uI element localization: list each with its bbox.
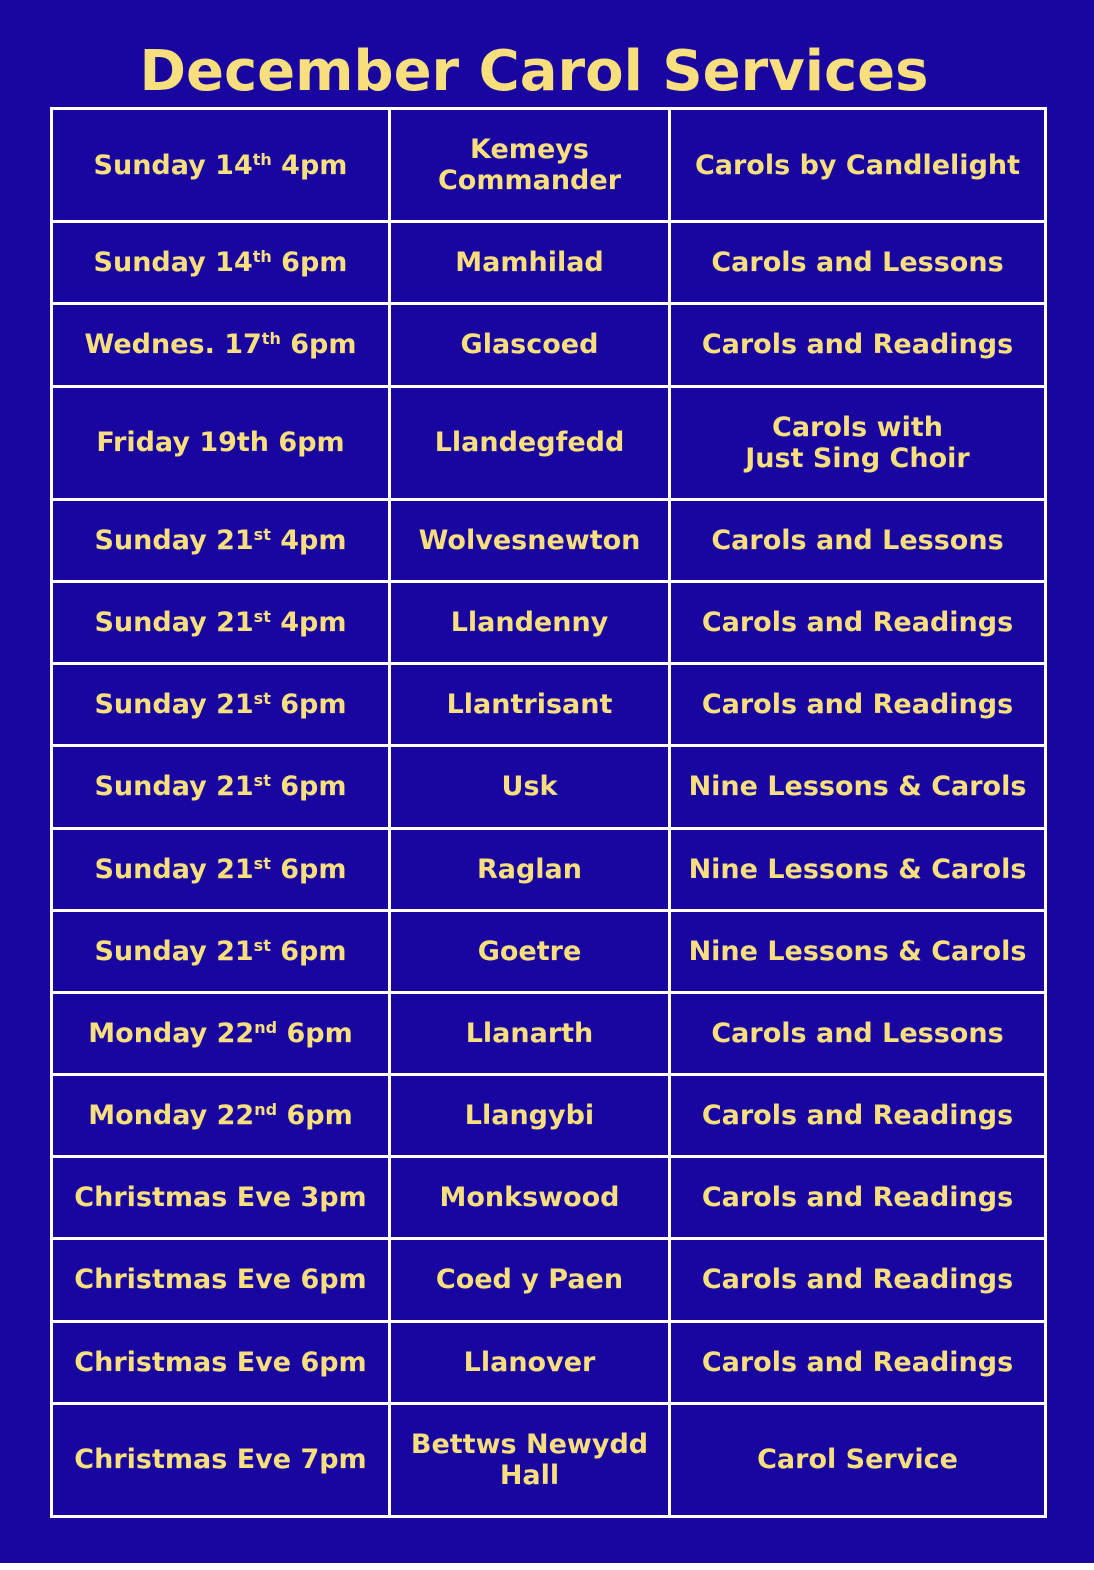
date-text: Sunday 21 bbox=[94, 689, 254, 721]
service-type-cell: Carols and Readings bbox=[670, 581, 1046, 663]
date-suffix: nd bbox=[254, 1017, 278, 1037]
table-row bbox=[52, 664, 1046, 746]
date-text: Christmas Eve 6pm bbox=[74, 1264, 367, 1296]
service-type-cell: Carols with Just Sing Choir bbox=[670, 386, 1046, 499]
table-row bbox=[52, 746, 1046, 828]
date-suffix: nd bbox=[254, 1100, 278, 1120]
date-text: Sunday 21 bbox=[94, 935, 254, 967]
table-row bbox=[52, 1157, 1046, 1239]
date-suffix: th bbox=[252, 247, 272, 267]
date-text: Sunday 21 bbox=[94, 524, 254, 556]
service-type-cell: Carols by Candlelight bbox=[670, 109, 1046, 222]
table-row bbox=[52, 828, 1046, 910]
services-table-body bbox=[52, 109, 1046, 1517]
location-cell: Llandegfedd bbox=[390, 386, 670, 499]
location-cell: Kemeys Commander bbox=[390, 109, 670, 222]
date-suffix: st bbox=[253, 607, 271, 627]
location-cell: Raglan bbox=[390, 828, 670, 910]
date-text: Sunday 21 bbox=[94, 853, 254, 885]
table-row bbox=[52, 499, 1046, 581]
date-time-cell bbox=[52, 1239, 390, 1321]
table-row bbox=[52, 581, 1046, 663]
time-text: 6pm bbox=[271, 247, 348, 279]
service-type-cell: Nine Lessons & Carols bbox=[670, 746, 1046, 828]
service-type-cell: Carols and Lessons bbox=[670, 499, 1046, 581]
carol-services-table bbox=[50, 107, 1047, 1518]
location-cell: Llantrisant bbox=[390, 664, 670, 746]
date-text: Christmas Eve 7pm bbox=[74, 1444, 367, 1476]
date-time-cell bbox=[52, 1157, 390, 1239]
date-time-cell bbox=[52, 828, 390, 910]
location-cell: Monkswood bbox=[390, 1157, 670, 1239]
date-text: Sunday 14 bbox=[93, 149, 253, 181]
date-text: Friday 19th 6pm bbox=[96, 427, 345, 459]
table-row bbox=[52, 992, 1046, 1074]
page-title: December Carol Services bbox=[139, 39, 929, 104]
service-type-cell: Carol Service bbox=[670, 1403, 1046, 1516]
table-row bbox=[52, 109, 1046, 222]
date-time-cell bbox=[52, 222, 390, 304]
location-cell: Glascoed bbox=[390, 304, 670, 386]
date-time-cell bbox=[52, 1403, 390, 1516]
location-cell: Usk bbox=[390, 746, 670, 828]
table-row bbox=[52, 1321, 1046, 1403]
service-type-cell: Carols and Readings bbox=[670, 1157, 1046, 1239]
date-suffix: st bbox=[253, 524, 271, 544]
location-cell: Coed y Paen bbox=[390, 1239, 670, 1321]
location-cell: Llanarth bbox=[390, 992, 670, 1074]
bottom-border-strip bbox=[0, 1563, 1094, 1570]
service-type-cell: Carols and Readings bbox=[670, 1321, 1046, 1403]
time-text: 6pm bbox=[270, 689, 347, 721]
date-time-cell bbox=[52, 499, 390, 581]
time-text: 6pm bbox=[277, 1100, 353, 1132]
service-type-cell: Carols and Readings bbox=[670, 1239, 1046, 1321]
date-text: Monday 22 bbox=[88, 1100, 255, 1132]
date-text: Christmas Eve 6pm bbox=[74, 1346, 367, 1378]
location-cell: Mamhilad bbox=[390, 222, 670, 304]
time-text: 6pm bbox=[277, 1017, 353, 1049]
service-type-cell: Carols and Readings bbox=[670, 664, 1046, 746]
date-time-cell bbox=[52, 304, 390, 386]
time-text: 4pm bbox=[271, 149, 348, 181]
date-time-cell bbox=[52, 992, 390, 1074]
date-text: Monday 22 bbox=[88, 1017, 255, 1049]
date-suffix: th bbox=[261, 329, 281, 349]
date-suffix: st bbox=[253, 771, 271, 791]
date-time-cell bbox=[52, 664, 390, 746]
service-type-cell: Carols and Lessons bbox=[670, 222, 1046, 304]
time-text: 4pm bbox=[270, 607, 347, 639]
service-type-cell: Carols and Lessons bbox=[670, 992, 1046, 1074]
location-cell: Llangybi bbox=[390, 1075, 670, 1157]
location-cell: Llanover bbox=[390, 1321, 670, 1403]
service-type-cell: Nine Lessons & Carols bbox=[670, 828, 1046, 910]
date-time-cell bbox=[52, 910, 390, 992]
table-row bbox=[52, 222, 1046, 304]
service-type-cell: Carols and Readings bbox=[670, 304, 1046, 386]
date-time-cell bbox=[52, 581, 390, 663]
table-row bbox=[52, 1075, 1046, 1157]
date-time-cell bbox=[52, 746, 390, 828]
table-row bbox=[52, 304, 1046, 386]
location-cell: Wolvesnewton bbox=[390, 499, 670, 581]
date-text: Sunday 21 bbox=[94, 607, 254, 639]
location-cell: Goetre bbox=[390, 910, 670, 992]
date-suffix: st bbox=[253, 689, 271, 709]
service-type-cell: Carols and Readings bbox=[670, 1075, 1046, 1157]
date-time-cell bbox=[52, 1321, 390, 1403]
date-suffix: st bbox=[253, 935, 271, 955]
time-text: 4pm bbox=[270, 524, 347, 556]
location-cell: Llandenny bbox=[390, 581, 670, 663]
time-text: 6pm bbox=[270, 771, 347, 803]
table-row bbox=[52, 1239, 1046, 1321]
table-row bbox=[52, 1403, 1046, 1516]
date-text: Christmas Eve 3pm bbox=[74, 1182, 367, 1214]
date-suffix: th bbox=[252, 149, 272, 169]
time-text: 6pm bbox=[270, 935, 347, 967]
date-text: Sunday 21 bbox=[94, 771, 254, 803]
date-time-cell bbox=[52, 109, 390, 222]
table-row bbox=[52, 386, 1046, 499]
table-row bbox=[52, 910, 1046, 992]
location-cell: Bettws Newydd Hall bbox=[390, 1403, 670, 1516]
date-time-cell bbox=[52, 1075, 390, 1157]
date-text: Sunday 14 bbox=[93, 247, 253, 279]
date-suffix: st bbox=[253, 853, 271, 873]
time-text: 6pm bbox=[270, 853, 347, 885]
date-time-cell bbox=[52, 386, 390, 499]
time-text: 6pm bbox=[280, 329, 357, 361]
service-type-cell: Nine Lessons & Carols bbox=[670, 910, 1046, 992]
date-text: Wednes. 17 bbox=[84, 329, 262, 361]
